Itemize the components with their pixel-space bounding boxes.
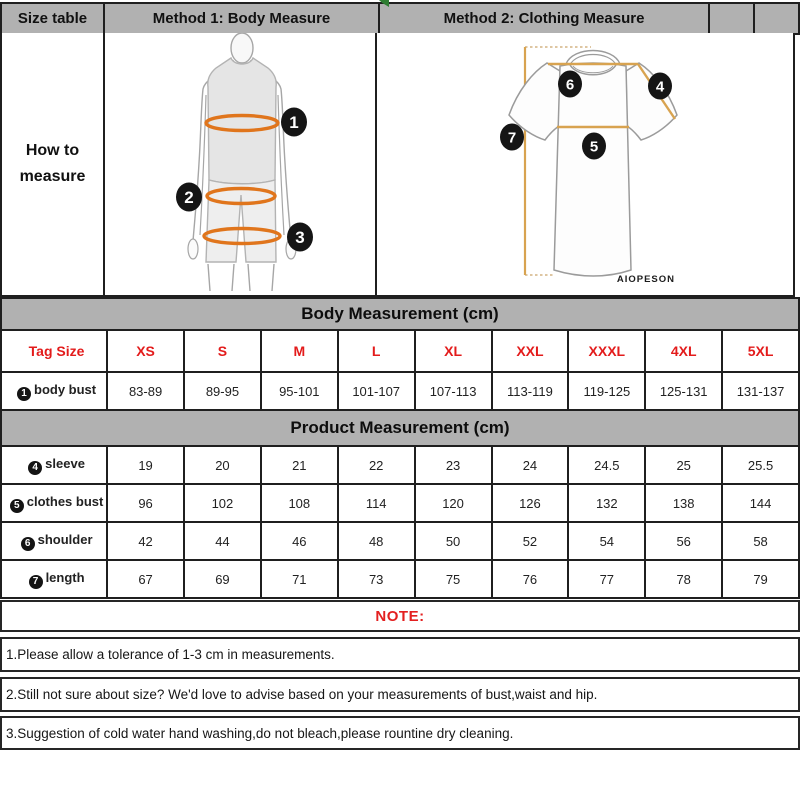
clothes-bust-cell: 102 bbox=[184, 484, 261, 522]
clothes-bust-cell: 96 bbox=[107, 484, 184, 522]
shoulder-cell: 48 bbox=[338, 522, 415, 560]
shoulder-row bbox=[1, 522, 799, 560]
sleeve-cell: 23 bbox=[415, 446, 492, 484]
clothes-bust-cell: 144 bbox=[722, 484, 799, 522]
body-bust-cell: 125-131 bbox=[645, 372, 722, 410]
product-measurement-table bbox=[0, 445, 800, 599]
length-marker-number: 7 bbox=[507, 129, 517, 147]
waist-marker-number: 2 bbox=[184, 188, 194, 207]
shoulder-cell: 50 bbox=[415, 522, 492, 560]
body-measure-illustration-cell bbox=[105, 33, 377, 295]
size-col-header: XXXL bbox=[568, 330, 645, 372]
clothes-bust-row bbox=[1, 484, 799, 522]
shoulder-cell: 56 bbox=[645, 522, 722, 560]
length-cell: 69 bbox=[184, 560, 261, 598]
tag-size-row bbox=[1, 330, 799, 372]
shoulder-cell: 46 bbox=[261, 522, 338, 560]
body-bust-cell: 119-125 bbox=[568, 372, 645, 410]
brand-watermark: AIOPESON bbox=[616, 274, 675, 285]
method1-header: Method 1: Body Measure bbox=[105, 4, 380, 33]
size-col-header: XS bbox=[107, 330, 184, 372]
how-to-measure-line1: How to bbox=[25, 142, 80, 159]
body-bust-cell: 107-113 bbox=[415, 372, 492, 410]
shoulder-label: 6 shoulder bbox=[1, 522, 107, 560]
clothes-bust-cell: 114 bbox=[338, 484, 415, 522]
length-cell: 71 bbox=[261, 560, 338, 598]
sleeve-cell: 24 bbox=[492, 446, 569, 484]
length-label: 7 length bbox=[1, 560, 107, 598]
note-item-3: 3.Suggestion of cold water hand washing,do not bleach,please rountine dry cleaning. bbox=[0, 716, 800, 750]
clothes-bust-cell: 108 bbox=[261, 484, 338, 522]
body-measurement-section-title: Body Measurement (cm) bbox=[0, 297, 800, 331]
length-cell: 67 bbox=[107, 560, 184, 598]
note-section-title: NOTE: bbox=[0, 600, 800, 632]
body-bust-cell: 95-101 bbox=[261, 372, 338, 410]
shoulder-cell: 42 bbox=[107, 522, 184, 560]
length-cell: 79 bbox=[722, 560, 799, 598]
body-bust-cell: 113-119 bbox=[492, 372, 569, 410]
shoulder-cell: 54 bbox=[568, 522, 645, 560]
note-item-2: 2.Still not sure about size? We'd love to advise based on your measurements of bust,waist and hip. bbox=[0, 677, 800, 712]
method2-header: Method 2: Clothing Measure bbox=[380, 4, 710, 33]
length-row bbox=[1, 560, 799, 598]
row-marker-icon: 7 bbox=[29, 575, 43, 589]
clothes-bust-cell: 120 bbox=[415, 484, 492, 522]
clothing-measure-illustration-cell bbox=[377, 33, 793, 295]
size-table-header: Size table bbox=[2, 4, 105, 33]
how-to-measure-row bbox=[0, 33, 795, 297]
shoulder-cell: 52 bbox=[492, 522, 569, 560]
body-measurement-table bbox=[0, 329, 800, 411]
size-col-header: XL bbox=[415, 330, 492, 372]
sleeve-label: 4 sleeve bbox=[1, 446, 107, 484]
row-marker-icon: 6 bbox=[21, 537, 35, 551]
body-bust-row bbox=[1, 372, 799, 410]
note-item-1: 1.Please allow a tolerance of 1-3 cm in measurements. bbox=[0, 637, 800, 672]
sleeve-cell: 22 bbox=[338, 446, 415, 484]
size-col-header: 5XL bbox=[722, 330, 799, 372]
clothes-bust-cell: 126 bbox=[492, 484, 569, 522]
bust-marker-number: 5 bbox=[589, 138, 599, 156]
product-measurement-section-title: Product Measurement (cm) bbox=[0, 409, 800, 447]
body-figure-illustration bbox=[105, 33, 375, 293]
body-bust-label: 1 body bust bbox=[1, 372, 107, 410]
tshirt-illustration bbox=[377, 33, 788, 293]
length-cell: 77 bbox=[568, 560, 645, 598]
size-col-header: M bbox=[261, 330, 338, 372]
length-cell: 73 bbox=[338, 560, 415, 598]
empty-header-cell bbox=[755, 4, 798, 33]
shoulder-cell: 58 bbox=[722, 522, 799, 560]
body-bust-cell: 131-137 bbox=[722, 372, 799, 410]
body-bust-cell: 101-107 bbox=[338, 372, 415, 410]
hip-marker-number: 3 bbox=[295, 228, 305, 247]
clothes-bust-label: 5 clothes bust bbox=[1, 484, 107, 522]
sleeve-marker-number: 4 bbox=[655, 78, 665, 96]
shoulder-cell: 44 bbox=[184, 522, 261, 560]
row-marker-icon: 1 bbox=[17, 387, 31, 401]
size-col-header: XXL bbox=[492, 330, 569, 372]
chest-marker-number: 1 bbox=[289, 113, 299, 132]
clothes-bust-cell: 132 bbox=[568, 484, 645, 522]
top-header-row bbox=[0, 2, 800, 35]
length-cell: 76 bbox=[492, 560, 569, 598]
sleeve-cell: 25.5 bbox=[722, 446, 799, 484]
empty-header-cell bbox=[710, 4, 755, 33]
size-col-header: 4XL bbox=[645, 330, 722, 372]
row-marker-icon: 4 bbox=[28, 461, 42, 475]
how-to-measure-label bbox=[2, 33, 105, 295]
clothes-bust-cell: 138 bbox=[645, 484, 722, 522]
sleeve-cell: 25 bbox=[645, 446, 722, 484]
how-to-measure-line2: measure bbox=[19, 168, 86, 185]
sleeve-row bbox=[1, 446, 799, 484]
body-bust-cell: 89-95 bbox=[184, 372, 261, 410]
length-cell: 75 bbox=[415, 560, 492, 598]
row-marker-icon: 5 bbox=[10, 499, 24, 513]
sleeve-cell: 21 bbox=[261, 446, 338, 484]
shoulder-marker-number: 6 bbox=[565, 76, 575, 94]
size-col-header: L bbox=[338, 330, 415, 372]
tag-size-label: Tag Size bbox=[1, 330, 107, 372]
body-bust-cell: 83-89 bbox=[107, 372, 184, 410]
sleeve-cell: 24.5 bbox=[568, 446, 645, 484]
size-col-header: S bbox=[184, 330, 261, 372]
sleeve-cell: 20 bbox=[184, 446, 261, 484]
sleeve-cell: 19 bbox=[107, 446, 184, 484]
length-cell: 78 bbox=[645, 560, 722, 598]
